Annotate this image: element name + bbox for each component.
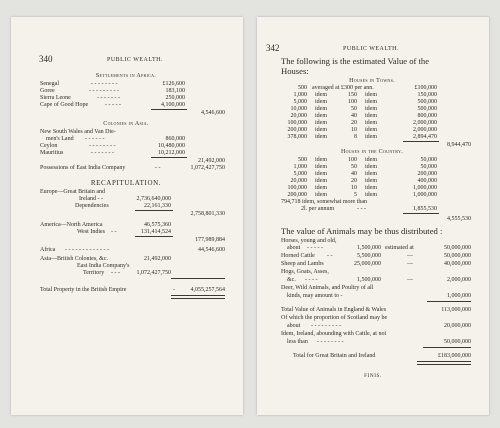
- row-value: 400,000: [417, 178, 437, 184]
- row-value: 1,855,530: [413, 206, 437, 212]
- row-value: 150,000: [417, 92, 437, 98]
- idem: idem: [315, 171, 327, 177]
- leader-dots: - - - - - -: [85, 136, 105, 142]
- row-label: New South Wales and Van Die-: [40, 129, 116, 135]
- row-label: Deer, Wild Animals, and Poultry of all: [281, 285, 374, 291]
- section-heading-recap: RECAPITULATION.: [90, 179, 162, 187]
- idem: idem: [315, 185, 327, 191]
- section-heading-country: Houses in the Country.: [340, 149, 404, 155]
- animal-count: 25,000,000: [354, 261, 381, 267]
- rate: 10: [351, 127, 357, 133]
- row-label: Asia—British Colonies, &c.: [40, 256, 108, 262]
- rate: 20: [351, 120, 357, 126]
- house-count: 100,000: [287, 185, 307, 191]
- row-value: 1,072,427,750: [136, 270, 171, 276]
- row-label: Possessions of East India Company: [40, 165, 126, 171]
- section-heading-towns: Houses in Towns.: [349, 78, 395, 84]
- sum-rule: [403, 213, 439, 214]
- leader-dots: - - -: [357, 206, 366, 212]
- leader-dots: - - - - - - - -: [89, 143, 116, 149]
- row-value: £126,600: [162, 81, 185, 87]
- row-value: 1,000,000: [447, 293, 471, 299]
- idem: idem: [315, 164, 327, 170]
- row-value: 40,000,000: [444, 261, 471, 267]
- right-page: [257, 17, 489, 415]
- page-number: 342: [266, 43, 280, 53]
- house-count: 378,000: [287, 134, 307, 140]
- recap-total-europe: 2,758,801,330: [190, 211, 225, 217]
- row-label: Horses, young and old,: [281, 238, 337, 244]
- row-label: Hogs, Goats, Asses,: [281, 269, 329, 275]
- rate: 8: [354, 134, 357, 140]
- row-value: 10,212,000: [158, 150, 185, 156]
- row-label: Territory: [83, 270, 105, 276]
- row-value: 10,480,000: [158, 143, 185, 149]
- section-total-africa: 4,546,600: [201, 110, 225, 116]
- idem: idem: [365, 120, 377, 126]
- idem: idem: [315, 113, 327, 119]
- house-count: 500: [298, 157, 307, 163]
- idem: idem: [315, 99, 327, 105]
- sum-rule: [135, 210, 173, 211]
- section-heading-asia: Colonies in Asia.: [103, 121, 149, 127]
- sum-rule: [423, 347, 471, 348]
- row-label: about: [287, 245, 301, 251]
- recap-total-america: 177,989,884: [195, 237, 225, 243]
- idem: idem: [315, 134, 327, 140]
- row-label: Goree: [40, 88, 55, 94]
- idem: idem: [315, 120, 327, 126]
- idem: idem: [315, 192, 327, 198]
- row-value: 46,575,360: [144, 222, 171, 228]
- house-count: 20,000: [290, 178, 307, 184]
- house-count: 1,000: [293, 92, 307, 98]
- house-count: 200,000: [287, 192, 307, 198]
- idem: idem: [365, 127, 377, 133]
- row-label: Sierra Leone: [40, 95, 71, 101]
- row-value: 2,000,000: [447, 277, 471, 283]
- section-heading-africa: Settlements in Africa.: [95, 73, 157, 79]
- ditto-dash: —: [407, 261, 413, 267]
- row-value: 200,000: [417, 171, 437, 177]
- row-value: 22,161,330: [144, 203, 171, 209]
- animal-count: 1,500,000: [357, 245, 381, 251]
- row-label: Senegal: [40, 81, 59, 87]
- grand-total: 4,055,257,564: [190, 287, 225, 293]
- idem: idem: [365, 106, 377, 112]
- idem: idem: [365, 157, 377, 163]
- row-value: 50,000,000: [444, 245, 471, 251]
- section-total-asia: 21,492,000: [198, 158, 225, 164]
- house-count: 1,000: [293, 164, 307, 170]
- leader-dots: - -: [155, 165, 161, 171]
- row-label: Africa: [40, 247, 56, 253]
- row-label: Ireland - -: [79, 196, 103, 202]
- leader-dots: - - - - - - - -: [317, 339, 344, 345]
- house-count: 5,000: [293, 99, 307, 105]
- row-label: about: [287, 323, 301, 329]
- rate: 50: [351, 164, 357, 170]
- running-head: PUBLIC WEALTH.: [107, 57, 164, 63]
- house-count: 20,000: [290, 113, 307, 119]
- row-label: Total Value of Animals in England & Wales: [281, 307, 387, 313]
- idem: idem: [365, 113, 377, 119]
- row-label: Dependencies: [75, 203, 109, 209]
- rate: 50: [351, 106, 357, 112]
- ditto-dash: —: [407, 277, 413, 283]
- row-label: America—North America: [40, 222, 103, 228]
- sum-rule: [427, 301, 471, 302]
- leader-dots: - - - - - - - - -: [89, 88, 119, 94]
- idem: idem: [365, 134, 377, 140]
- row-label: Of which the proportion of Scotland may be: [281, 315, 388, 321]
- row-value: 113,000,000: [441, 307, 471, 313]
- row-value: 500,000: [417, 106, 437, 112]
- rate: 40: [351, 113, 357, 119]
- animals-intro: The value of Animals may be thus distributed :: [281, 226, 443, 236]
- rate: 150: [348, 92, 357, 98]
- row-label: less than: [287, 339, 308, 345]
- row-label: 794,718 idem, somewhat more than: [281, 199, 367, 205]
- row-label: Europe—Great Britain and: [40, 189, 105, 195]
- sum-rule: [135, 236, 173, 237]
- idem: idem: [315, 178, 327, 184]
- row-value: 21,492,000: [144, 256, 171, 262]
- house-count: 200,000: [287, 127, 307, 133]
- row-value: 800,000: [417, 113, 437, 119]
- leader-dots: - - - - - - -: [97, 95, 120, 101]
- leader-dots: -: [173, 287, 175, 293]
- recap-total-africa: 44,546,600: [198, 247, 225, 253]
- leader-dots: - - -: [111, 270, 120, 276]
- house-count: 10,000: [290, 106, 307, 112]
- row-label: Total for Great Britain and Ireland: [293, 353, 376, 359]
- section-total-country: 4,555,530: [447, 216, 471, 222]
- leader-dots: - -: [327, 253, 333, 259]
- row-label: Ceylon: [40, 143, 58, 149]
- rate: 100: [348, 99, 357, 105]
- idem: idem: [315, 106, 327, 112]
- idem: idem: [365, 178, 377, 184]
- row-value: 50,000: [420, 157, 437, 163]
- rate: 10: [351, 185, 357, 191]
- row-value: 2,894,470: [413, 134, 437, 140]
- row-value: 500,000: [417, 99, 437, 105]
- row-label: Horned Cattle: [281, 253, 315, 259]
- idem: idem: [315, 127, 327, 133]
- idem: idem: [315, 157, 327, 163]
- row-value: 2,000,000: [413, 120, 437, 126]
- double-rule: [417, 361, 471, 365]
- row-value: 50,000,000: [444, 339, 471, 345]
- double-rule: [171, 295, 225, 299]
- idem: idem: [365, 171, 377, 177]
- grand-total: £183,000,000: [438, 353, 471, 359]
- row-label: kinds, may amount to -: [287, 293, 343, 299]
- leader-dots: - - - - -: [105, 102, 121, 108]
- house-count: 500: [298, 85, 307, 91]
- row-label: averaged at £300 per ann.: [312, 85, 374, 91]
- leader-dots: - - - - - - - - -: [311, 323, 341, 329]
- row-label: Idem, Ireland, abounding with Cattle, at not: [281, 331, 387, 337]
- row-label: Total Property in the British Empire: [40, 287, 127, 293]
- leader-dots: - - - - - - -: [91, 150, 114, 156]
- intro-text: Houses:: [281, 66, 309, 76]
- idem: idem: [365, 164, 377, 170]
- row-label: estimated at: [385, 245, 414, 251]
- row-label: men's Land: [46, 136, 74, 142]
- house-count: 100,000: [287, 120, 307, 126]
- running-head: PUBLIC WEALTH.: [343, 46, 400, 52]
- animal-count: 1,500,000: [357, 277, 381, 283]
- row-label: 2l. per annum: [301, 206, 335, 212]
- row-value: 250,000: [165, 95, 185, 101]
- rate: 100: [348, 157, 357, 163]
- page-number: 340: [39, 54, 53, 64]
- row-value: 4,100,000: [161, 102, 185, 108]
- row-value: 860,000: [165, 136, 185, 142]
- row-value: 1,000,000: [413, 185, 437, 191]
- idem: idem: [365, 92, 377, 98]
- ditto-dash: —: [407, 253, 413, 259]
- leader-dots: - - - -: [305, 277, 318, 283]
- house-count: 5,000: [293, 171, 307, 177]
- left-page: [11, 17, 243, 415]
- row-label: &c.: [287, 277, 296, 283]
- section-total-towns: 8,944,470: [447, 142, 471, 148]
- row-value: 20,000,000: [444, 323, 471, 329]
- idem: idem: [315, 92, 327, 98]
- row-value: 50,000: [420, 164, 437, 170]
- rate: 20: [351, 178, 357, 184]
- row-label: Sheep and Lambs: [281, 261, 324, 267]
- row-value: 1,000,000: [413, 192, 437, 198]
- intro-text: The following is the estimated Value of the: [281, 56, 430, 66]
- leader-dots: - - - - -: [307, 245, 323, 251]
- row-label: Cape of Good Hope: [40, 102, 89, 108]
- finis: FINIS.: [364, 373, 382, 379]
- rate: 5: [354, 192, 357, 198]
- idem: idem: [365, 192, 377, 198]
- row-label: West Indies: [77, 229, 106, 235]
- row-label: East India Company's: [77, 263, 130, 269]
- row-value: 50,000,000: [444, 253, 471, 259]
- row-value: 1,072,427,750: [190, 165, 225, 171]
- idem: idem: [365, 99, 377, 105]
- row-value: 2,000,000: [413, 127, 437, 133]
- row-value: 2,736,640,000: [136, 196, 171, 202]
- leader-dots: - - - - - - - - - - - - -: [65, 247, 109, 253]
- idem: idem: [365, 185, 377, 191]
- row-value: 131,414,524: [141, 229, 171, 235]
- animal-count: 5,500,000: [357, 253, 381, 259]
- row-label: Mauritius: [40, 150, 64, 156]
- row-value: £100,000: [414, 85, 437, 91]
- leader-dots: - - - - - - - -: [91, 81, 118, 87]
- leader-dots: - -: [111, 229, 117, 235]
- sum-rule: [171, 278, 225, 279]
- rate: 40: [351, 171, 357, 177]
- row-value: 183,100: [165, 88, 185, 94]
